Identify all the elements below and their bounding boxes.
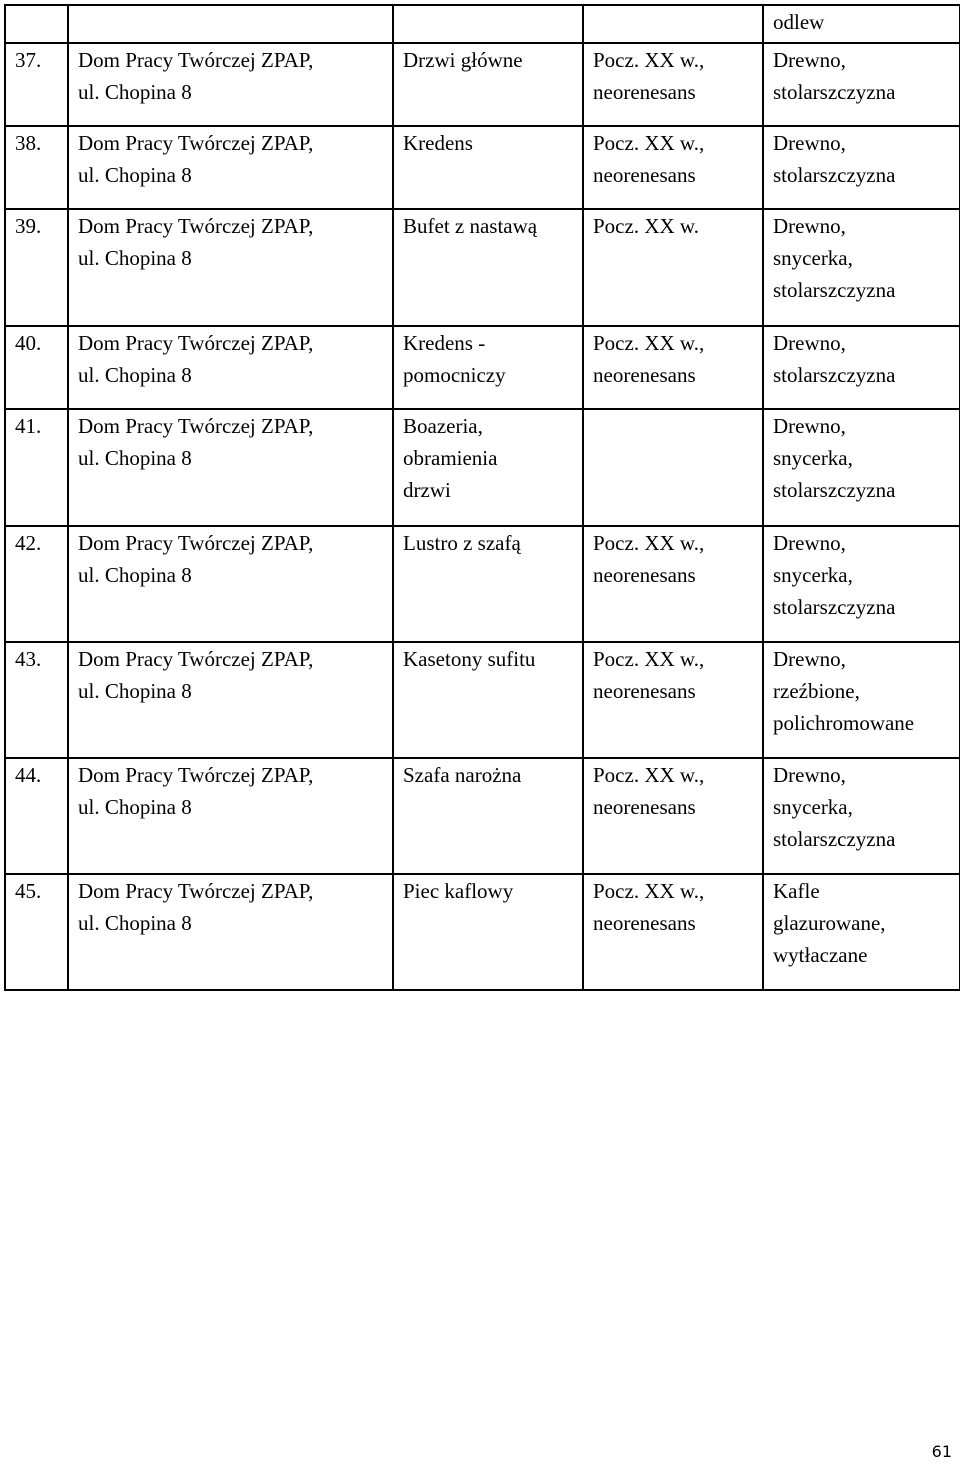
material-cell	[763, 642, 960, 758]
material-cell	[763, 874, 960, 990]
object-name-line: Boazeria,	[403, 414, 483, 438]
material-line: Drewno,	[773, 414, 846, 438]
dating-line: Pocz. XX w.,	[593, 647, 705, 671]
object-name-line: pomocniczy	[403, 363, 506, 387]
material-cell	[763, 209, 960, 326]
continuation-nr-cell	[5, 5, 68, 43]
object-name-line: Kasetony sufitu	[403, 647, 536, 671]
dating-line: Pocz. XX w.,	[593, 763, 705, 787]
material-line: stolarszczyzna	[773, 827, 896, 851]
location-cell	[68, 642, 393, 758]
dating-line: Pocz. XX w.	[593, 214, 699, 238]
material-cell	[763, 126, 960, 209]
material-line: Drewno,	[773, 214, 846, 238]
object-name-line: Drzwi główne	[403, 48, 523, 72]
material-line: snycerka,	[773, 563, 853, 587]
object-name-line: Bufet z nastawą	[403, 214, 538, 238]
location-line: ul. Chopina 8	[78, 679, 192, 703]
dating-cell	[583, 758, 763, 874]
object-name-line: drzwi	[403, 478, 451, 502]
row-number: 40.	[15, 331, 42, 355]
material-line: Drewno,	[773, 647, 846, 671]
table-row	[5, 326, 960, 409]
row-number: 45.	[15, 879, 42, 903]
dating-line: neorenesans	[593, 163, 696, 187]
row-number-cell	[5, 409, 68, 526]
table-row	[5, 526, 960, 642]
location-line: ul. Chopina 8	[78, 246, 192, 270]
dating-cell	[583, 526, 763, 642]
location-line: Dom Pracy Twórczej ZPAP,	[78, 48, 314, 72]
row-number-cell	[5, 126, 68, 209]
row-number: 41.	[15, 414, 42, 438]
object-name-line: Piec kaflowy	[403, 879, 514, 903]
material-line: rzeźbione,	[773, 679, 860, 703]
location-cell	[68, 43, 393, 126]
location-line: ul. Chopina 8	[78, 163, 192, 187]
material-line: stolarszczyzna	[773, 363, 896, 387]
row-number-cell	[5, 874, 68, 990]
material-line: Drewno,	[773, 131, 846, 155]
row-number: 43.	[15, 647, 42, 671]
object-name-cell	[393, 209, 583, 326]
dating-cell	[583, 209, 763, 326]
material-line: polichromowane	[773, 711, 915, 735]
material-line: snycerka,	[773, 246, 853, 270]
material-line: stolarszczyzna	[773, 278, 896, 302]
object-name-line: Kredens	[403, 131, 473, 155]
dating-line: neorenesans	[593, 363, 696, 387]
row-number-cell	[5, 43, 68, 126]
material-line: Kafle	[773, 879, 820, 903]
dating-line: neorenesans	[593, 911, 696, 935]
dating-line: Pocz. XX w.,	[593, 531, 705, 555]
location-line: ul. Chopina 8	[78, 563, 192, 587]
object-name-line: obramienia	[403, 446, 498, 470]
location-line: Dom Pracy Twórczej ZPAP,	[78, 131, 314, 155]
row-number: 38.	[15, 131, 42, 155]
location-line: Dom Pracy Twórczej ZPAP,	[78, 214, 314, 238]
continuation-dating-cell	[583, 5, 763, 43]
material-line: stolarszczyzna	[773, 595, 896, 619]
object-name-cell	[393, 526, 583, 642]
table-row	[5, 874, 960, 990]
row-number-cell	[5, 642, 68, 758]
row-number: 39.	[15, 214, 42, 238]
dating-cell	[583, 43, 763, 126]
object-name-cell	[393, 874, 583, 990]
location-line: ul. Chopina 8	[78, 363, 192, 387]
location-cell	[68, 874, 393, 990]
location-line: ul. Chopina 8	[78, 446, 192, 470]
material-line: stolarszczyzna	[773, 80, 896, 104]
dating-cell	[583, 326, 763, 409]
dating-line: neorenesans	[593, 679, 696, 703]
material-line: wytłaczane	[773, 943, 868, 967]
material-cell	[763, 526, 960, 642]
material-line: snycerka,	[773, 795, 853, 819]
location-line: Dom Pracy Twórczej ZPAP,	[78, 414, 314, 438]
location-cell	[68, 409, 393, 526]
dating-line: neorenesans	[593, 563, 696, 587]
dating-line: Pocz. XX w.,	[593, 131, 705, 155]
material-line: snycerka,	[773, 446, 853, 470]
dating-cell	[583, 874, 763, 990]
dating-line: Pocz. XX w.,	[593, 331, 705, 355]
object-name-cell	[393, 642, 583, 758]
dating-cell	[583, 409, 763, 526]
dating-line: neorenesans	[593, 80, 696, 104]
location-cell	[68, 758, 393, 874]
material-line: stolarszczyzna	[773, 163, 896, 187]
row-number-cell	[5, 526, 68, 642]
dating-line: Pocz. XX w.,	[593, 48, 705, 72]
continuation-material-text: odlew	[773, 10, 825, 34]
heritage-objects-table	[4, 4, 960, 991]
continuation-object-cell	[393, 5, 583, 43]
object-name-cell	[393, 326, 583, 409]
object-name-cell	[393, 409, 583, 526]
location-cell	[68, 326, 393, 409]
location-line: Dom Pracy Twórczej ZPAP,	[78, 531, 314, 555]
continuation-material-cell	[763, 5, 960, 43]
location-line: ul. Chopina 8	[78, 911, 192, 935]
material-cell	[763, 326, 960, 409]
material-line: stolarszczyzna	[773, 478, 896, 502]
table-row	[5, 758, 960, 874]
material-cell	[763, 43, 960, 126]
dating-line: Pocz. XX w.,	[593, 879, 705, 903]
dating-cell	[583, 126, 763, 209]
material-line: Drewno,	[773, 48, 846, 72]
row-number: 37.	[15, 48, 42, 72]
object-name-line: Szafa narożna	[403, 763, 522, 787]
material-line: Drewno,	[773, 763, 846, 787]
material-cell	[763, 758, 960, 874]
table-row	[5, 126, 960, 209]
object-name-line: Lustro z szafą	[403, 531, 521, 555]
row-number: 42.	[15, 531, 42, 555]
location-line: Dom Pracy Twórczej ZPAP,	[78, 763, 314, 787]
row-number: 44.	[15, 763, 42, 787]
row-number-cell	[5, 326, 68, 409]
row-number-cell	[5, 209, 68, 326]
continuation-row	[5, 5, 960, 43]
object-name-cell	[393, 126, 583, 209]
material-line: Drewno,	[773, 531, 846, 555]
location-cell	[68, 126, 393, 209]
dating-line: neorenesans	[593, 795, 696, 819]
dating-cell	[583, 642, 763, 758]
table-row	[5, 409, 960, 526]
object-name-line: Kredens -	[403, 331, 486, 355]
continuation-location-cell	[68, 5, 393, 43]
table-row	[5, 43, 960, 126]
row-number-cell	[5, 758, 68, 874]
page-number: 61	[931, 1442, 952, 1461]
location-line: Dom Pracy Twórczej ZPAP,	[78, 879, 314, 903]
material-line: Drewno,	[773, 331, 846, 355]
table-row	[5, 642, 960, 758]
location-line: Dom Pracy Twórczej ZPAP,	[78, 647, 314, 671]
table-body	[5, 5, 960, 990]
material-cell	[763, 409, 960, 526]
object-name-cell	[393, 758, 583, 874]
location-line: ul. Chopina 8	[78, 80, 192, 104]
material-line: glazurowane,	[773, 911, 886, 935]
location-line: ul. Chopina 8	[78, 795, 192, 819]
location-line: Dom Pracy Twórczej ZPAP,	[78, 331, 314, 355]
location-cell	[68, 209, 393, 326]
object-name-cell	[393, 43, 583, 126]
location-cell	[68, 526, 393, 642]
table-row	[5, 209, 960, 326]
